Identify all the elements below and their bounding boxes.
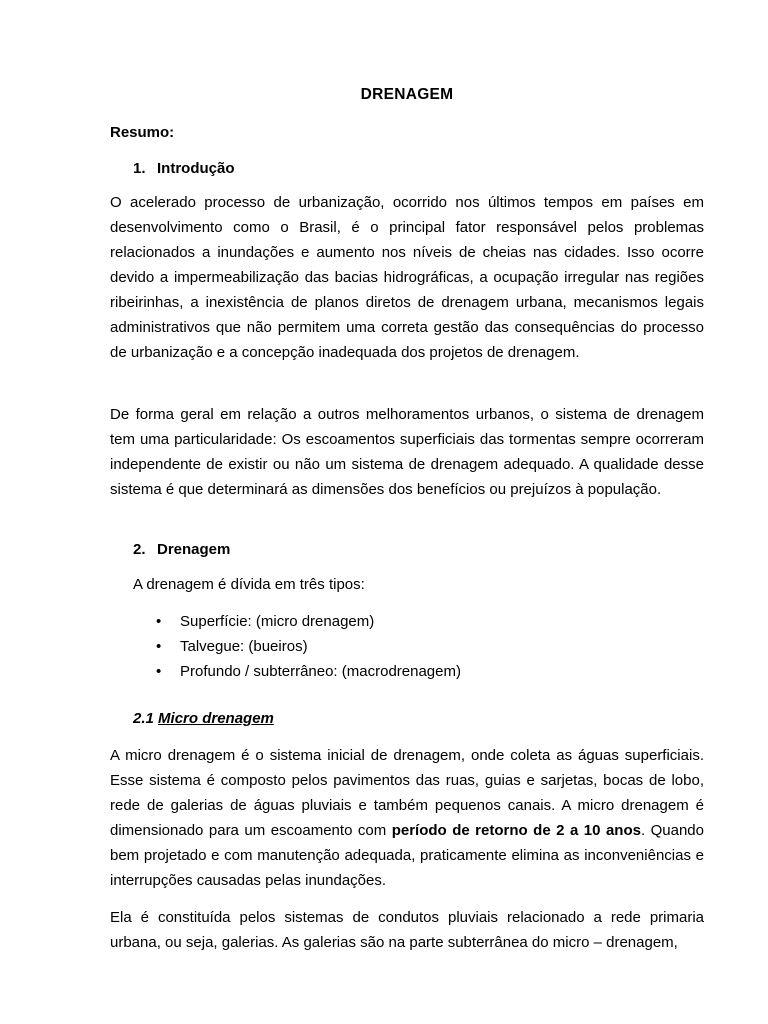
document-title: DRENAGEM xyxy=(360,86,454,103)
list-item xyxy=(156,609,461,634)
paragraph-introducao-1: O acelerado processo de urbanização, ocorrido nos últimos tempos em países em desenvolvimento como o Brasil, é o principal fator responsável pelos problemas relacionados a inundações e aumento nos níveis de cheias nas cidades. Isso ocorre devido a impermeabilização das bacias hidrográficas, a ocupação irregular nas regiões ribeirinhas, a inexistência de planos diretos de drenagem urbana, mecanismos legais administrativos que não permitem uma correta gestão das consequências do processo de urbanização e a concepção inadequada dos projetos de drenagem. xyxy=(110,194,704,361)
list-item-text: Talvegue: (bueiros) xyxy=(180,638,308,655)
section-number: 2. xyxy=(133,541,146,558)
list-item-text: Superfície: (micro drenagem) xyxy=(180,613,375,630)
section-title: Introdução xyxy=(157,160,235,177)
bullet-icon: • xyxy=(156,663,162,680)
subsection-number: 2.1 xyxy=(133,710,154,727)
paragraph-introducao-2: De forma geral em relação a outros melhoramentos urbanos, o sistema de drenagem tem uma particularidade: Os escoamentos superficiais das tormentas sempre ocorreram independente de existir ou não um sistema de drenagem adequado. A qualidade desse sistema é que determinará as dimensões dos benefícios ou prejuízos à população. xyxy=(110,406,704,498)
paragraph-text: . Quando bem projetado e com manutenção adequada, praticamente elimina as inconveniências e interrupções causadas pelas inundações. xyxy=(110,822,704,889)
section-heading-introducao xyxy=(133,160,235,177)
list-item xyxy=(156,634,461,659)
paragraph-micro-drenagem-1 xyxy=(110,743,704,893)
section-number: 1. xyxy=(133,160,146,177)
subsection-title: Micro drenagem xyxy=(158,710,274,727)
section-title: Drenagem xyxy=(157,541,231,558)
bullet-icon: • xyxy=(156,638,162,655)
bullet-icon: • xyxy=(156,613,162,630)
list-item xyxy=(156,659,461,684)
paragraph-text: A micro drenagem é o sistema inicial de drenagem, onde coleta as águas superficiais. Esse sistema é composto pelos pavimentos das ruas, guias e sarjetas, bocas de lobo, rede de galerias de águas pluviais e também pequenos canais. A micro drenagem é dimensionado para um escoamento com xyxy=(110,747,704,839)
section-heading-drenagem xyxy=(133,541,230,558)
drenagem-intro: A drenagem é dívida em três tipos: xyxy=(133,576,365,593)
subsection-heading-micro-drenagem xyxy=(133,710,274,727)
resumo-label: Resumo: xyxy=(110,124,175,141)
list-item-text: Profundo / subterrâneo: (macrodrenagem) xyxy=(180,663,461,680)
paragraph-micro-drenagem-2: Ela é constituída pelos sistemas de condutos pluviais relacionado a rede primaria urbana, ou seja, galerias. As galerias são na parte subterrânea do micro – drenagem, xyxy=(110,909,704,951)
drenagem-types-list xyxy=(156,609,461,684)
emphasis-text: período de retorno de 2 a 10 anos xyxy=(391,822,641,839)
